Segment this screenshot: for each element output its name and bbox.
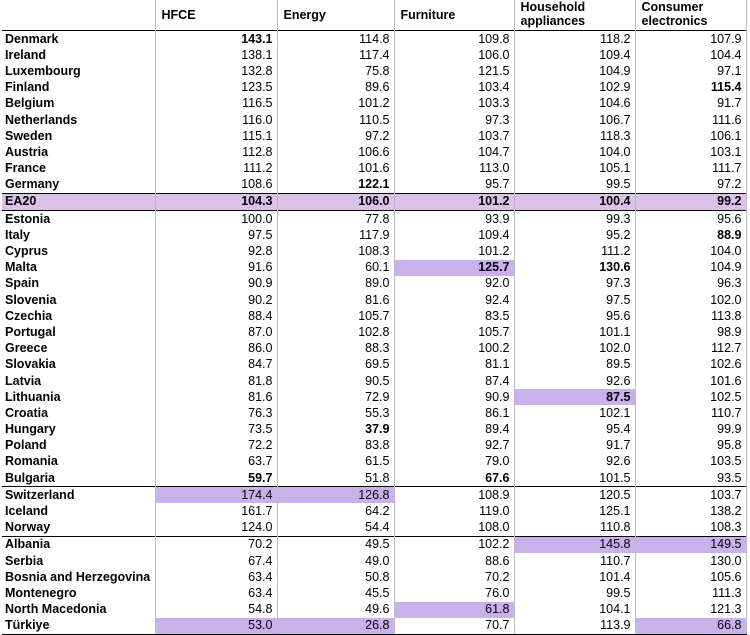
value-cell: 97.5 [514,292,635,308]
value-cell: 102.5 [635,389,746,405]
value-cell: 104.0 [635,243,746,259]
value-cell: 95.6 [635,211,746,228]
value-cell: 123.5 [155,80,277,96]
table-row [2,373,746,389]
value-cell: 70.7 [394,618,514,635]
value-cell: 95.2 [514,227,635,243]
value-cell: 99.3 [514,211,635,228]
value-cell: 79.0 [394,454,514,470]
value-cell: 66.8 [635,618,746,635]
value-cell: 76.3 [155,405,277,421]
value-cell: 106.6 [277,144,394,160]
country-name-cell: Poland [5,438,47,453]
value-cell: 114.8 [277,31,394,48]
value-cell: 51.8 [277,470,394,487]
value-cell: 103.7 [635,487,746,504]
table-row [2,454,746,470]
value-cell: 102.1 [514,405,635,421]
value-cell: 93.9 [394,211,514,228]
value-cell: 117.9 [277,227,394,243]
value-cell: 106.7 [514,112,635,128]
value-cell: 103.7 [394,128,514,144]
value-cell: 112.8 [155,144,277,160]
value-cell: 63.4 [155,585,277,601]
value-cell: 110.7 [635,405,746,421]
header-energy: Energy [277,0,394,31]
country-name-cell: Netherlands [5,112,78,127]
value-cell: 103.5 [635,454,746,470]
value-cell: 174.4 [155,487,277,504]
value-cell: 104.6 [514,96,635,112]
value-cell: 102.6 [635,357,746,373]
value-cell: 149.5 [635,536,746,553]
table-row [2,357,746,373]
value-cell: 115.1 [155,128,277,144]
value-cell: 107.9 [635,31,746,48]
table-body [2,31,746,635]
value-cell: 70.2 [394,569,514,585]
country-name-cell: Belgium [5,96,55,111]
table-row [2,569,746,585]
value-cell: 111.6 [635,112,746,128]
value-cell: 77.8 [277,211,394,228]
value-cell: 101.1 [514,324,635,340]
value-cell: 101.6 [277,161,394,177]
value-cell: 113.0 [394,161,514,177]
value-cell: 121.3 [635,602,746,618]
country-name-cell: Portugal [5,324,56,339]
header-household-line1: Household [520,0,586,14]
value-cell: 109.4 [394,227,514,243]
value-cell: 81.1 [394,357,514,373]
value-cell: 106.0 [394,47,514,63]
value-cell: 98.9 [635,324,746,340]
value-cell: 143.1 [155,31,277,48]
value-cell: 37.9 [277,422,394,438]
value-cell: 93.5 [635,470,746,487]
value-cell: 101.4 [514,569,635,585]
table-row [2,128,746,144]
country-name-cell: Hungary [5,422,56,437]
value-cell: 104.0 [514,144,635,160]
value-cell: 106.0 [277,193,394,210]
value-cell: 102.0 [514,341,635,357]
value-cell: 118.2 [514,31,635,48]
country-name-cell: Serbia [5,553,44,568]
value-cell: 76.0 [394,585,514,601]
value-cell: 105.7 [277,308,394,324]
value-cell: 110.5 [277,112,394,128]
value-cell: 87.0 [155,324,277,340]
value-cell: 145.8 [514,536,635,553]
value-cell: 54.8 [155,602,277,618]
value-cell: 118.3 [514,128,635,144]
table-row [2,276,746,292]
value-cell: 89.5 [514,357,635,373]
table-row [2,80,746,96]
country-name-cell: Bosnia and Herzegovina [5,569,151,584]
value-cell: 104.3 [155,193,277,210]
value-cell: 90.2 [155,292,277,308]
value-cell: 90.5 [277,373,394,389]
value-cell: 81.8 [155,373,277,389]
value-cell: 108.0 [394,520,514,537]
value-cell: 55.3 [277,405,394,421]
value-cell: 115.4 [635,80,746,96]
value-cell: 69.5 [277,357,394,373]
value-cell: 120.5 [514,487,635,504]
value-cell: 26.8 [277,618,394,635]
table-row [2,243,746,259]
value-cell: 81.6 [155,389,277,405]
table-row [2,47,746,63]
table-row [2,470,746,487]
value-cell: 92.8 [155,243,277,259]
value-cell: 111.2 [155,161,277,177]
country-name-cell: EA20 [2,193,155,210]
table-row [2,324,746,340]
value-cell: 89.6 [277,80,394,96]
value-cell: 102.2 [394,536,514,553]
value-cell: 100.0 [155,211,277,228]
value-cell: 72.9 [277,389,394,405]
header-furniture: Furniture [394,0,514,31]
country-name-cell: Latvia [5,373,42,388]
table-row [2,405,746,421]
value-cell: 125.7 [394,260,514,276]
value-cell: 88.4 [155,308,277,324]
table-row [2,438,746,454]
value-cell: 104.1 [514,602,635,618]
value-cell: 130.6 [514,260,635,276]
value-cell: 105.6 [635,569,746,585]
header-consumer-line1: Consumer [641,0,704,14]
value-cell: 45.5 [277,585,394,601]
country-name-cell: Greece [5,341,48,356]
value-cell: 88.9 [635,227,746,243]
value-cell: 61.5 [277,454,394,470]
value-cell: 54.4 [277,520,394,537]
value-cell: 110.8 [514,520,635,537]
value-cell: 125.1 [514,503,635,519]
header-country-column [2,0,155,31]
value-cell: 87.4 [394,373,514,389]
value-cell: 113.9 [514,618,635,635]
country-name-cell: Sweden [5,128,53,143]
country-name-cell: Austria [5,144,49,159]
country-name-cell: Italy [5,227,31,242]
country-name-cell: Norway [5,520,51,535]
value-cell: 100.2 [394,341,514,357]
value-cell: 132.8 [155,63,277,79]
value-cell: 104.4 [635,47,746,63]
value-cell: 101.2 [394,243,514,259]
value-cell: 83.8 [277,438,394,454]
header-consumer-line2: electronics [641,14,708,28]
country-name-cell: Slovenia [5,292,57,307]
value-cell: 92.6 [514,454,635,470]
value-cell: 86.0 [155,341,277,357]
value-cell: 81.6 [277,292,394,308]
country-name-cell: Spain [5,276,40,291]
value-cell: 91.7 [635,96,746,112]
value-cell: 106.1 [635,128,746,144]
table-row [2,227,746,243]
value-cell: 97.3 [394,112,514,128]
country-name-cell: Finland [5,80,50,95]
value-cell: 92.6 [514,373,635,389]
value-cell: 99.2 [635,193,746,210]
value-cell: 97.1 [635,63,746,79]
value-cell: 99.5 [514,585,635,601]
table-row [2,553,746,569]
value-cell: 95.8 [635,438,746,454]
country-name-cell: Albania [2,536,155,553]
value-cell: 95.7 [394,177,514,194]
value-cell: 161.7 [155,503,277,519]
value-cell: 53.0 [155,618,277,635]
value-cell: 91.7 [514,438,635,454]
value-cell: 105.1 [514,161,635,177]
value-cell: 103.1 [635,144,746,160]
value-cell: 110.7 [514,553,635,569]
value-cell: 101.2 [277,96,394,112]
value-cell: 59.7 [155,470,277,487]
value-cell: 67.6 [394,470,514,487]
value-cell: 101.2 [394,193,514,210]
country-name-cell: Slovakia [5,357,56,372]
table-row [2,260,746,276]
table-row [2,520,746,537]
country-name-cell: Malta [5,260,37,275]
country-name-cell: Iceland [5,504,49,519]
value-cell: 92.7 [394,438,514,454]
country-name-cell: France [5,161,46,176]
value-cell: 97.2 [277,128,394,144]
table-row [2,341,746,357]
value-cell: 108.3 [635,520,746,537]
value-cell: 101.5 [514,470,635,487]
value-cell: 84.7 [155,357,277,373]
table-row [2,31,746,48]
value-cell: 63.7 [155,454,277,470]
table-row [2,602,746,618]
value-cell: 116.0 [155,112,277,128]
country-name-cell: Croatia [5,405,49,420]
table-row [2,503,746,519]
value-cell: 108.9 [394,487,514,504]
table-row [2,536,746,553]
value-cell: 97.5 [155,227,277,243]
country-name-cell: Lithuania [5,389,61,404]
value-cell: 111.2 [514,243,635,259]
value-cell: 102.0 [635,292,746,308]
value-cell: 97.2 [635,177,746,194]
value-cell: 101.6 [635,373,746,389]
value-cell: 91.6 [155,260,277,276]
value-cell: 60.1 [277,260,394,276]
value-cell: 92.4 [394,292,514,308]
value-cell: 64.2 [277,503,394,519]
value-cell: 92.0 [394,276,514,292]
table-row [2,211,746,228]
country-name-cell: Türkiye [2,618,155,635]
country-name-cell: Denmark [2,31,155,48]
value-cell: 83.5 [394,308,514,324]
value-cell: 88.3 [277,341,394,357]
table-row [2,308,746,324]
header-household-line2: appliances [520,14,586,28]
value-cell: 130.0 [635,553,746,569]
value-cell: 119.0 [394,503,514,519]
value-cell: 88.6 [394,553,514,569]
value-cell: 105.7 [394,324,514,340]
table-header [2,0,746,31]
country-name-cell: Romania [5,454,58,469]
value-cell: 70.2 [155,536,277,553]
country-name-cell: Ireland [5,47,46,62]
value-cell: 99.5 [514,177,635,194]
value-cell: 109.8 [394,31,514,48]
value-cell: 138.1 [155,47,277,63]
country-name-cell: Czechia [5,308,53,323]
value-cell: 138.2 [635,503,746,519]
header-household-appliances [514,0,635,31]
value-cell: 90.9 [155,276,277,292]
price-level-table [2,0,747,635]
country-name-cell: Estonia [2,211,155,228]
country-name-cell: Germany [5,177,60,192]
country-name-cell: Cyprus [5,244,49,259]
value-cell: 99.9 [635,422,746,438]
value-cell: 103.4 [394,80,514,96]
value-cell: 111.7 [635,161,746,177]
value-cell: 90.9 [394,389,514,405]
value-cell: 117.4 [277,47,394,63]
value-cell: 111.3 [635,585,746,601]
country-name-cell: Luxembourg [5,63,81,78]
value-cell: 104.7 [394,144,514,160]
value-cell: 96.3 [635,276,746,292]
table-row [2,389,746,405]
table-row [2,585,746,601]
value-cell: 49.0 [277,553,394,569]
table-row [2,422,746,438]
value-cell: 121.5 [394,63,514,79]
value-cell: 126.8 [277,487,394,504]
country-name-cell: Montenegro [5,585,77,600]
value-cell: 49.6 [277,602,394,618]
value-cell: 49.5 [277,536,394,553]
value-cell: 104.9 [635,260,746,276]
value-cell: 73.5 [155,422,277,438]
table-row [2,144,746,160]
value-cell: 122.1 [277,177,394,194]
value-cell: 102.9 [514,80,635,96]
header-consumer-electronics [635,0,746,31]
value-cell: 108.6 [155,177,277,194]
value-cell: 102.8 [277,324,394,340]
value-cell: 100.4 [514,193,635,210]
table-row [2,112,746,128]
value-cell: 97.3 [514,276,635,292]
value-cell: 63.4 [155,569,277,585]
value-cell: 103.3 [394,96,514,112]
value-cell: 112.7 [635,341,746,357]
country-name-cell: Switzerland [2,487,155,504]
table-row [2,161,746,177]
table-row [2,487,746,504]
value-cell: 104.9 [514,63,635,79]
table-row [2,177,746,194]
country-name-cell: North Macedonia [5,602,107,617]
value-cell: 87.5 [514,389,635,405]
value-cell: 113.8 [635,308,746,324]
table-row [2,63,746,79]
value-cell: 50.8 [277,569,394,585]
value-cell: 72.2 [155,438,277,454]
value-cell: 95.6 [514,308,635,324]
table-row [2,193,746,210]
value-cell: 67.4 [155,553,277,569]
value-cell: 75.8 [277,63,394,79]
table-row [2,292,746,308]
table-row [2,618,746,635]
value-cell: 95.4 [514,422,635,438]
value-cell: 89.4 [394,422,514,438]
value-cell: 86.1 [394,405,514,421]
value-cell: 124.0 [155,520,277,537]
value-cell: 108.3 [277,243,394,259]
header-hfce: HFCE [155,0,277,31]
value-cell: 61.8 [394,602,514,618]
table-row [2,96,746,112]
value-cell: 116.5 [155,96,277,112]
country-name-cell: Bulgaria [5,470,56,485]
value-cell: 89.0 [277,276,394,292]
value-cell: 109.4 [514,47,635,63]
